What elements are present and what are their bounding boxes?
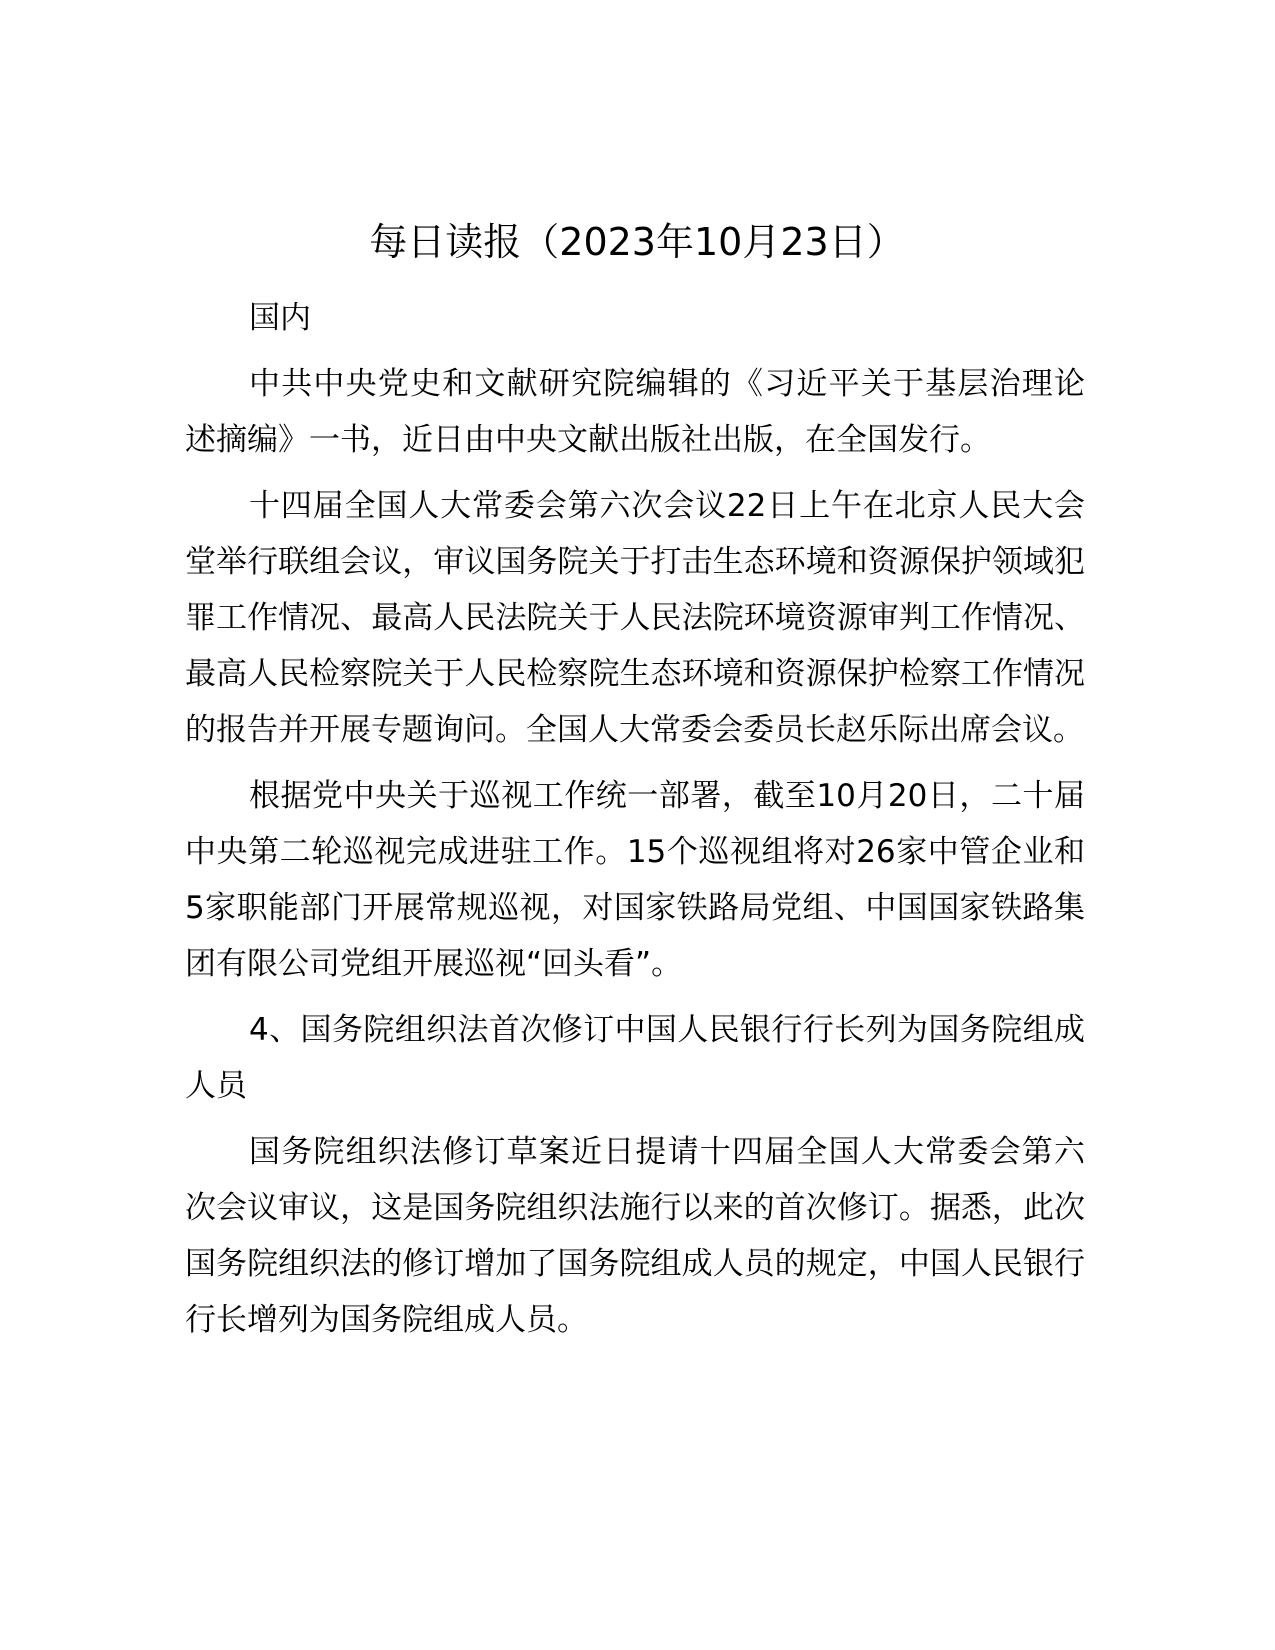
paragraph: 国务院组织法修订草案近日提请十四届全国人大常委会第六次会议审议，这是国务院组织法施行以来的首次修订。据悉，此次国务院组织法的修订增加了国务院组成人员的规定，中国人民银行行长增列为国务院组成人员。	[185, 1134, 1085, 1338]
item-heading: 4、国务院组织法首次修订中国人民银行行长列为国务院组成人员	[185, 1012, 1085, 1104]
document-body	[185, 290, 1085, 1358]
section-heading-domestic: 国内	[249, 300, 311, 336]
page-title: 每日读报（2023年10月23日）	[369, 220, 905, 264]
paragraph: 中共中央党史和文献研究院编辑的《习近平关于基层治理论述摘编》一书，近日由中央文献出版社出版，在全国发行。	[185, 366, 1085, 458]
paragraph: 十四届全国人大常委会第六次会议22日上午在北京人民大会堂举行联组会议，审议国务院关于打击生态环境和资源保护领域犯罪工作情况、最高人民法院关于人民法院环境资源审判工作情况、最高人民检察院关于人民检察院生态环境和资源保护检察工作情况的报告并开展专题询问。全国人大常委会委员长赵乐际出席会议。	[185, 488, 1085, 748]
paragraph: 根据党中央关于巡视工作统一部署，截至10月20日，二十届中央第二轮巡视完成进驻工作。15个巡视组将对26家中管企业和5家职能部门开展常规巡视，对国家铁路局党组、中国国家铁路集团有限公司党组开展巡视“回头看”。	[185, 778, 1085, 982]
